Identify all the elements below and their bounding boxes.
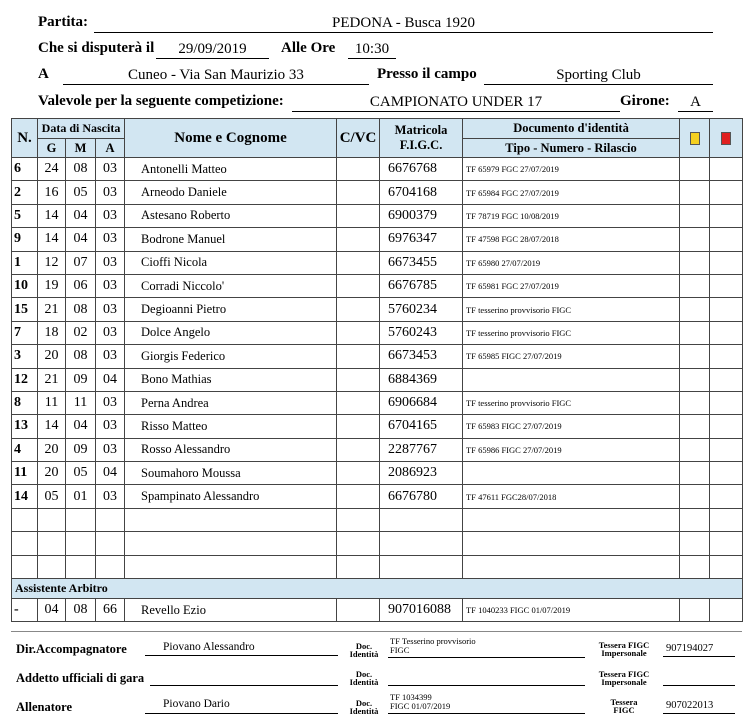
player-yellow-card-cell[interactable] [680,555,710,578]
player-birth-month[interactable]: 04 [66,204,96,227]
player-matricola[interactable] [380,532,463,555]
player-document[interactable]: TF 65983 FIGC 27/07/2019 [463,415,680,438]
time-field[interactable]: 10:30 [348,40,396,59]
player-cvc[interactable] [337,391,380,414]
player-birth-month[interactable]: 09 [66,438,96,461]
player-birth-year[interactable]: 03 [96,274,125,297]
player-yellow-card-cell[interactable] [680,508,710,531]
place-field[interactable]: Cuneo - Via San Maurizio 33 [63,66,369,85]
player-birth-year[interactable]: 03 [96,298,125,321]
date-label: Che si disputerà il [38,40,155,56]
place-label: A [38,66,49,82]
player-matricola[interactable] [380,508,463,531]
player-row [12,438,743,461]
player-number: 14 [12,485,38,508]
competition-label: Valevole per la seguente competizione: [38,93,284,109]
player-name[interactable]: Risso Matteo [125,415,337,438]
player-birth-day[interactable]: 16 [38,181,66,204]
player-cvc[interactable] [337,368,380,391]
player-birth-year[interactable]: 03 [96,438,125,461]
col-name-header: Nome e Cognome [125,119,337,158]
player-yellow-card-cell[interactable] [680,462,710,485]
player-birth-month[interactable]: 07 [66,251,96,274]
player-matricola[interactable]: 6884369 [380,368,463,391]
player-red-card-cell[interactable] [710,228,743,251]
player-birth-year[interactable]: 03 [96,251,125,274]
dir-label: Dir.Accompagnatore [16,642,127,656]
player-birth-year[interactable]: 03 [96,204,125,227]
player-birth-year[interactable]: 03 [96,228,125,251]
player-cvc[interactable] [337,251,380,274]
player-yellow-card-cell[interactable] [680,415,710,438]
player-matricola[interactable]: 6676780 [380,485,463,508]
player-row [12,508,743,531]
player-birth-month[interactable]: 08 [66,345,96,368]
player-yellow-card-cell[interactable] [680,485,710,508]
dir-doc-label-2: Identità [349,649,379,659]
player-document[interactable]: TF 65979 FGC 27/07/2019 [463,158,680,181]
player-red-card-cell[interactable] [710,345,743,368]
coach-card-label-1: Tessera [610,697,638,707]
player-name[interactable]: Giorgis Federico [125,345,337,368]
player-matricola[interactable]: 5760234 [380,298,463,321]
player-name[interactable]: Corradi Niccolo' [125,274,337,297]
player-row [12,462,743,485]
player-cvc[interactable] [337,438,380,461]
player-birth-month[interactable]: 08 [66,298,96,321]
dir-doc[interactable] [390,637,476,655]
col-red-card-header [710,119,743,158]
competition-field[interactable]: CAMPIONATO UNDER 17 [292,93,620,112]
addetto-doc-label [344,670,384,686]
col-n-header: N. [12,119,38,158]
player-number: 3 [12,345,38,368]
col-a-header: A [96,139,125,158]
player-number [12,508,38,531]
player-birth-month[interactable]: 04 [66,415,96,438]
player-yellow-card-cell[interactable] [680,251,710,274]
player-number: 1 [12,251,38,274]
player-birth-month[interactable]: 05 [66,462,96,485]
dir-name[interactable]: Piovano Alessandro [163,641,255,653]
player-matricola[interactable]: 6976347 [380,228,463,251]
player-number: 11 [12,462,38,485]
player-row [12,415,743,438]
player-birth-year[interactable]: 04 [96,368,125,391]
player-red-card-cell[interactable] [710,485,743,508]
addetto-card-label [588,670,660,686]
player-row [12,251,743,274]
player-birth-month[interactable]: 08 [66,158,96,181]
player-birth-day[interactable]: 21 [38,298,66,321]
player-row [12,345,743,368]
player-cvc[interactable] [337,462,380,485]
dir-doc-label-1: Doc. [355,641,373,651]
player-birth-day[interactable]: 20 [38,462,66,485]
player-red-card-cell[interactable] [710,462,743,485]
assistant-red-card-cell[interactable] [710,599,743,622]
addetto-doc-label-1: Doc. [355,669,373,679]
coach-label: Allenatore [16,700,73,714]
coach-doc-line-2: FIGC 01/07/2019 [390,701,451,711]
assistant-name[interactable]: Revello Ezio [125,599,337,622]
player-birth-day[interactable]: 18 [38,321,66,344]
player-birth-year[interactable]: 03 [96,321,125,344]
addetto-doc-label-2: Identità [349,677,379,687]
player-name[interactable] [125,555,337,578]
player-number: 5 [12,204,38,227]
dir-doc-label [344,642,384,658]
players-table [11,118,743,622]
player-matricola[interactable]: 6704165 [380,415,463,438]
assistant-g[interactable]: 04 [38,599,66,622]
player-cvc[interactable] [337,298,380,321]
player-red-card-cell[interactable] [710,321,743,344]
addetto-card-line[interactable] [663,685,735,686]
player-number: 6 [12,158,38,181]
player-number: 15 [12,298,38,321]
player-cvc[interactable] [337,345,380,368]
player-document[interactable]: TF 65981 FGC 27/07/2019 [463,274,680,297]
player-row [12,158,743,181]
player-number [12,555,38,578]
player-name[interactable]: Perna Andrea [125,391,337,414]
player-yellow-card-cell[interactable] [680,438,710,461]
player-document[interactable]: TF 65986 FIGC 27/07/2019 [463,438,680,461]
dir-name-line [145,655,338,656]
player-birth-day[interactable]: 20 [38,345,66,368]
group-field[interactable]: A [678,93,713,112]
player-red-card-cell[interactable] [710,555,743,578]
player-document[interactable] [463,555,680,578]
player-matricola[interactable]: 6673455 [380,251,463,274]
dir-doc-line [388,657,585,658]
player-cvc[interactable] [337,321,380,344]
player-number: 13 [12,415,38,438]
player-name[interactable]: Rosso Alessandro [125,438,337,461]
assistant-cvc[interactable] [337,599,380,622]
dir-card-label [588,641,660,657]
match-label: Partita: [38,14,88,30]
player-red-card-cell[interactable] [710,508,743,531]
player-matricola[interactable] [380,555,463,578]
matricola-line-1: Matricola [394,123,448,137]
assistant-section-title: Assistente Arbitro [12,579,743,599]
coach-card-label-2: FIGC [613,705,635,715]
player-red-card-cell[interactable] [710,274,743,297]
player-document[interactable]: TF tesserino provvisorio FIGC [463,391,680,414]
player-birth-day[interactable]: 14 [38,204,66,227]
player-name[interactable]: Bono Mathias [125,368,337,391]
player-row [12,485,743,508]
player-cvc[interactable] [337,181,380,204]
addetto-card-label-2: Impersonale [601,677,647,687]
assistant-matricola[interactable]: 907016088 [380,599,463,622]
player-birth-day[interactable]: 24 [38,158,66,181]
dir-card[interactable]: 907194027 [666,643,714,654]
player-yellow-card-cell[interactable] [680,298,710,321]
player-document[interactable]: TF 65980 27/07/2019 [463,251,680,274]
coach-doc-label-1: Doc. [355,698,373,708]
player-birth-month[interactable]: 06 [66,274,96,297]
player-yellow-card-cell[interactable] [680,158,710,181]
player-name[interactable]: Cioffi Nicola [125,251,337,274]
player-matricola[interactable]: 6704168 [380,181,463,204]
player-birth-day[interactable]: 21 [38,368,66,391]
player-name[interactable]: Arneodo Daniele [125,181,337,204]
player-red-card-cell[interactable] [710,251,743,274]
red-card-icon [721,132,731,145]
player-document[interactable] [463,508,680,531]
player-birth-day[interactable]: 20 [38,438,66,461]
player-red-card-cell[interactable] [710,438,743,461]
dir-card-line [663,656,735,657]
player-number: 9 [12,228,38,251]
player-birth-month[interactable]: 01 [66,485,96,508]
player-yellow-card-cell[interactable] [680,345,710,368]
player-red-card-cell[interactable] [710,158,743,181]
player-name[interactable]: Astesano Roberto [125,204,337,227]
player-yellow-card-cell[interactable] [680,532,710,555]
player-row [12,228,743,251]
coach-doc-label-2: Identità [349,706,379,716]
player-document[interactable] [463,462,680,485]
player-birth-month[interactable]: 09 [66,368,96,391]
player-birth-year[interactable] [96,532,125,555]
player-row [12,391,743,414]
col-matricola-header [380,119,463,158]
player-row [12,555,743,578]
col-document-sub-header: Tipo - Numero - Rilascio [463,139,680,158]
match-field[interactable]: PEDONA - Busca 1920 [94,14,713,33]
player-matricola[interactable]: 2287767 [380,438,463,461]
player-document[interactable]: TF 65984 FGC 27/07/2019 [463,181,680,204]
dir-doc-line-2: FIGC [390,645,410,655]
player-birth-month[interactable]: 04 [66,228,96,251]
player-row [12,532,743,555]
player-yellow-card-cell[interactable] [680,368,710,391]
coach-doc[interactable] [390,693,450,711]
player-yellow-card-cell[interactable] [680,204,710,227]
player-cvc[interactable] [337,158,380,181]
dir-doc-line-1: TF Tesserino provvisorio [390,636,476,646]
player-red-card-cell[interactable] [710,181,743,204]
dir-card-label-2: Impersonale [601,648,647,658]
player-document[interactable]: TF 47598 FGC 28/07/2018 [463,228,680,251]
player-document[interactable]: TF 65985 FIGC 27/07/2019 [463,345,680,368]
player-yellow-card-cell[interactable] [680,181,710,204]
player-birth-year[interactable]: 04 [96,462,125,485]
col-birth-header: Data di Nascita [38,119,125,139]
col-yellow-card-header [680,119,710,158]
col-cvc-header: C/VC [337,119,380,158]
player-birth-year[interactable]: 03 [96,181,125,204]
footer-divider [11,631,742,632]
assistant-yellow-card-cell[interactable] [680,599,710,622]
player-birth-day[interactable]: 14 [38,228,66,251]
player-document[interactable]: TF tesserino provvisorio FIGC [463,298,680,321]
player-matricola[interactable]: 6673453 [380,345,463,368]
player-birth-year[interactable]: 03 [96,158,125,181]
player-cvc[interactable] [337,274,380,297]
player-birth-month[interactable]: 11 [66,391,96,414]
player-document[interactable]: TF tesserino provvisorio FIGC [463,321,680,344]
player-document[interactable] [463,368,680,391]
player-cvc[interactable] [337,555,380,578]
player-red-card-cell[interactable] [710,415,743,438]
player-cvc[interactable] [337,532,380,555]
player-birth-day[interactable] [38,532,66,555]
player-birth-year[interactable] [96,508,125,531]
player-matricola[interactable]: 6900379 [380,204,463,227]
player-birth-month[interactable] [66,508,96,531]
player-cvc[interactable] [337,485,380,508]
player-birth-year[interactable]: 03 [96,391,125,414]
player-birth-day[interactable]: 19 [38,274,66,297]
player-birth-day[interactable] [38,508,66,531]
player-birth-month[interactable]: 05 [66,181,96,204]
player-matricola[interactable]: 6906684 [380,391,463,414]
addetto-card-label-1: Tessera FIGC [598,669,650,679]
player-number: 10 [12,274,38,297]
addetto-label: Addetto ufficiali di gara [16,671,145,685]
coach-doc-line [388,713,585,714]
player-name[interactable] [125,508,337,531]
coach-card-line [663,713,735,714]
player-row [12,204,743,227]
coach-name-line [145,713,338,714]
col-m-header: M [66,139,96,158]
player-document[interactable]: TF 47611 FGC28/07/2018 [463,485,680,508]
player-cvc[interactable] [337,204,380,227]
player-matricola[interactable]: 2086923 [380,462,463,485]
player-birth-year[interactable]: 03 [96,415,125,438]
player-name[interactable]: Dolce Angelo [125,321,337,344]
field-label: Presso il campo [377,66,477,82]
date-field[interactable]: 29/09/2019 [156,40,269,59]
player-birth-year[interactable]: 03 [96,345,125,368]
player-matricola[interactable]: 5760243 [380,321,463,344]
player-yellow-card-cell[interactable] [680,391,710,414]
coach-doc-label [344,699,384,715]
player-yellow-card-cell[interactable] [680,228,710,251]
player-name[interactable] [125,532,337,555]
player-birth-month[interactable] [66,532,96,555]
player-birth-day[interactable]: 05 [38,485,66,508]
matricola-line-2: F.I.G.C. [399,138,443,152]
player-name[interactable]: Soumahoro Moussa [125,462,337,485]
player-number: 2 [12,181,38,204]
player-name[interactable]: Bodrone Manuel [125,228,337,251]
player-yellow-card-cell[interactable] [680,274,710,297]
player-row [12,181,743,204]
group-label: Girone: [620,93,670,109]
player-cvc[interactable] [337,415,380,438]
player-matricola[interactable]: 6676785 [380,274,463,297]
player-number: 8 [12,391,38,414]
player-red-card-cell[interactable] [710,204,743,227]
player-row [12,274,743,297]
player-birth-day[interactable]: 14 [38,415,66,438]
col-document-header: Documento d'identità [463,119,680,139]
player-red-card-cell[interactable] [710,298,743,321]
player-row [12,298,743,321]
coach-card-label [588,698,660,714]
player-cvc[interactable] [337,228,380,251]
player-number [12,532,38,555]
player-birth-year[interactable] [96,555,125,578]
field-field[interactable]: Sporting Club [484,66,713,85]
coach-card[interactable]: 907022013 [666,700,714,711]
player-birth-month[interactable]: 02 [66,321,96,344]
coach-doc-line-1: TF 1034399 [390,692,432,702]
addetto-doc-line[interactable] [388,685,585,686]
player-birth-year[interactable]: 03 [96,485,125,508]
player-yellow-card-cell[interactable] [680,321,710,344]
player-name[interactable]: Degioanni Pietro [125,298,337,321]
dir-card-label-1: Tessera FIGC [598,640,650,650]
assistant-row [12,599,743,622]
col-g-header: G [38,139,66,158]
assistant-n: - [12,599,38,622]
addetto-name-line[interactable] [150,685,338,686]
player-red-card-cell[interactable] [710,532,743,555]
player-document[interactable]: TF 78719 FGC 10/08/2019 [463,204,680,227]
player-number: 4 [12,438,38,461]
player-name[interactable]: Spampinato Alessandro [125,485,337,508]
assistant-m[interactable]: 08 [66,599,96,622]
player-birth-day[interactable]: 12 [38,251,66,274]
player-red-card-cell[interactable] [710,368,743,391]
player-row [12,368,743,391]
assistant-a[interactable]: 66 [96,599,125,622]
time-label: Alle Ore [281,40,336,56]
player-row [12,321,743,344]
player-birth-day[interactable]: 11 [38,391,66,414]
player-red-card-cell[interactable] [710,391,743,414]
assistant-document[interactable]: TF 1040233 FIGC 01/07/2019 [463,599,680,622]
player-cvc[interactable] [337,508,380,531]
player-name[interactable]: Antonelli Matteo [125,158,337,181]
player-birth-day[interactable] [38,555,66,578]
player-document[interactable] [463,532,680,555]
coach-name[interactable]: Piovano Dario [163,698,230,710]
player-number: 12 [12,368,38,391]
yellow-card-icon [690,132,700,145]
player-birth-month[interactable] [66,555,96,578]
player-number: 7 [12,321,38,344]
player-matricola[interactable]: 6676768 [380,158,463,181]
